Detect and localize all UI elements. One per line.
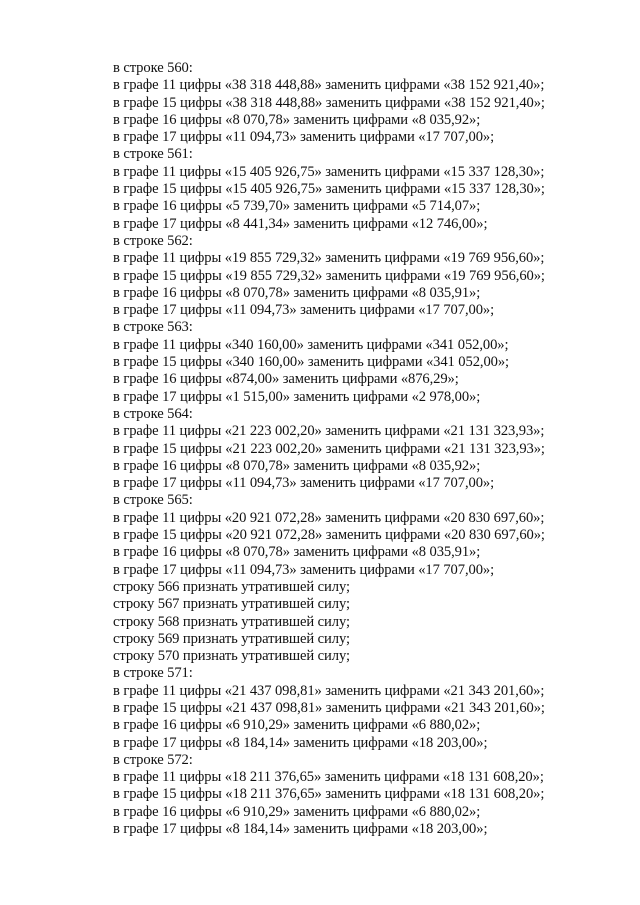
row-heading-565: в строке 565: (113, 492, 193, 509)
amendment-line: в графе 11 цифры «19 855 729,32» заменить цифрами «19 769 956,60»; (113, 250, 545, 267)
amendment-line: в графе 17 цифры «11 094,73» заменить цифрами «17 707,00»; (113, 475, 495, 492)
amendment-line: в графе 15 цифры «38 318 448,88» заменить цифрами «38 152 921,40»; (113, 94, 545, 111)
amendment-line: в графе 11 цифры «21 437 098,81» заменить цифрами «21 343 201,60»; (113, 682, 545, 699)
amendment-line: в графе 15 цифры «20 921 072,28» заменить цифрами «20 830 697,60»; (113, 527, 545, 544)
row-heading-562: в строке 562: (113, 232, 193, 249)
amendment-line: в графе 17 цифры «8 184,14» заменить цифрами «18 203,00»; (113, 734, 488, 751)
amendment-line: в графе 15 цифры «340 160,00» заменить цифрами «341 052,00»; (113, 354, 509, 371)
amendment-line: в графе 17 цифры «11 094,73» заменить цифрами «17 707,00»; (113, 129, 495, 146)
amendment-line: в графе 17 цифры «8 184,14» заменить цифрами «18 203,00»; (113, 821, 488, 838)
amendment-line: в графе 15 цифры «15 405 926,75» заменить цифрами «15 337 128,30»; (113, 181, 545, 198)
amendment-line: в графе 17 цифры «8 441,34» заменить цифрами «12 746,00»; (113, 215, 488, 232)
amendment-line: в графе 17 цифры «11 094,73» заменить цифрами «17 707,00»; (113, 302, 495, 319)
amendment-line: в графе 15 цифры «21 223 002,20» заменить цифрами «21 131 323,93»; (113, 440, 545, 457)
amendment-line: в графе 15 цифры «21 437 098,81» заменить цифрами «21 343 201,60»; (113, 699, 545, 716)
row-heading-560: в строке 560: (113, 60, 193, 76)
amendment-line: в графе 16 цифры «8 070,78» заменить цифрами «8 035,92»; (113, 457, 481, 474)
amendment-line: в графе 15 цифры «18 211 376,65» заменить цифрами «18 131 608,20»; (113, 786, 545, 803)
amendment-line: в графе 16 цифры «6 910,29» заменить цифрами «6 880,02»; (113, 803, 481, 820)
row-heading-572: в строке 572: (113, 751, 193, 768)
repeal-line: строку 566 признать утратившей силу; (113, 578, 350, 595)
amendment-line: в графе 16 цифры «8 070,78» заменить цифрами «8 035,91»; (113, 284, 481, 301)
amendment-line: в графе 15 цифры «19 855 729,32» заменить цифрами «19 769 956,60»; (113, 267, 545, 284)
amendment-line: в графе 16 цифры «874,00» заменить цифрами «876,29»; (113, 371, 459, 388)
amendment-line: в графе 17 цифры «11 094,73» заменить цифрами «17 707,00»; (113, 561, 495, 578)
amendment-line: в графе 11 цифры «21 223 002,20» заменить цифрами «21 131 323,93»; (113, 423, 545, 440)
repeal-line: строку 568 признать утратившей силу; (113, 613, 350, 630)
repeal-line: строку 567 признать утратившей силу; (113, 596, 350, 613)
amendment-line: в графе 16 цифры «8 070,78» заменить цифрами «8 035,92»; (113, 111, 481, 128)
row-heading-564: в строке 564: (113, 405, 193, 422)
amendment-line: в графе 16 цифры «5 739,70» заменить цифрами «5 714,07»; (113, 198, 481, 215)
repeal-line: строку 570 признать утратившей силу; (113, 648, 350, 665)
row-heading-571: в строке 571: (113, 665, 193, 682)
amendment-line: в графе 11 цифры «18 211 376,65» заменить цифрами «18 131 608,20»; (113, 769, 544, 786)
amendment-line: в графе 11 цифры «20 921 072,28» заменить цифрами «20 830 697,60»; (113, 509, 545, 526)
amendment-line: в графе 16 цифры «8 070,78» заменить цифрами «8 035,91»; (113, 544, 481, 561)
amendment-line: в графе 11 цифры «340 160,00» заменить цифрами «341 052,00»; (113, 336, 509, 353)
amendment-line: в графе 17 цифры «1 515,00» заменить цифрами «2 978,00»; (113, 388, 481, 405)
amendment-line: в графе 11 цифры «38 318 448,88» заменить цифрами «38 152 921,40»; (113, 77, 545, 94)
amendment-line: в графе 16 цифры «6 910,29» заменить цифрами «6 880,02»; (113, 717, 481, 734)
document-body (113, 60, 613, 838)
repeal-line: строку 569 признать утратившей силу; (113, 630, 350, 647)
row-heading-561: в строке 561: (113, 146, 193, 163)
row-heading-563: в строке 563: (113, 319, 193, 336)
amendment-line: в графе 11 цифры «15 405 926,75» заменить цифрами «15 337 128,30»; (113, 163, 545, 180)
